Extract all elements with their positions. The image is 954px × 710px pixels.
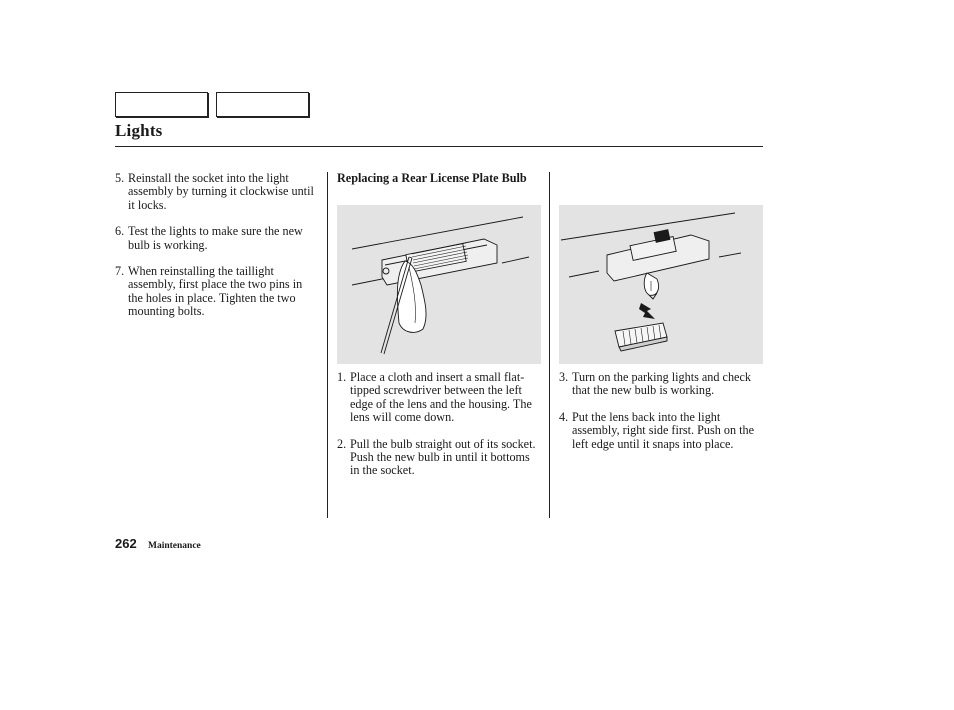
- step-item: [337, 438, 542, 478]
- step-text: Test the lights to make sure the new bulb is working.: [128, 224, 303, 252]
- left-column-steps: [115, 172, 315, 332]
- step-text: Pull the bulb straight out of its socket. Push the new bulb in until it bottoms in the socket.: [350, 436, 536, 478]
- middle-column-steps: [337, 371, 542, 491]
- bulb-and-lens-replacement-illustration-icon: [559, 205, 763, 364]
- step-item: [115, 172, 315, 212]
- section-heading: Replacing a Rear License Plate Bulb: [337, 171, 527, 185]
- right-column-steps: [559, 371, 764, 464]
- step-text: When reinstalling the taillight assembly, first place the two pins in the holes in place. Tighten the two mounting bolts.: [128, 264, 303, 319]
- footer-section-name: Maintenance: [148, 541, 201, 551]
- lens-removal-figure: [337, 205, 541, 364]
- step-number: 5.: [115, 171, 125, 185]
- step-number: 7.: [115, 264, 125, 279]
- step-text: Place a cloth and insert a small flat-tipped screwdriver between the left edge of the lens and the housing. The lens will come down.: [350, 370, 532, 425]
- page-number: 262: [115, 536, 137, 551]
- step-item: [559, 371, 764, 398]
- column-divider-1: [327, 172, 328, 518]
- step-item: [337, 371, 542, 425]
- step-number: 2.: [337, 436, 347, 451]
- column-divider-2: [549, 172, 550, 518]
- step-text: Turn on the parking lights and check that the new bulb is working.: [572, 370, 751, 398]
- page-title: Lights: [115, 121, 163, 140]
- step-text: Put the lens back into the light assembly, right side first. Push on the left edge until it snaps into place.: [572, 409, 755, 451]
- step-item: [115, 225, 315, 252]
- screwdriver-and-cloth-removing-lens-illustration-icon: [337, 205, 541, 364]
- title-divider: [115, 146, 763, 147]
- header-tab-box-1: [115, 92, 208, 117]
- header-tab-box-2: [216, 92, 309, 117]
- step-item: [559, 411, 764, 451]
- step-item: [115, 265, 315, 319]
- step-number: 3.: [559, 370, 569, 384]
- step-text: Reinstall the socket into the light assembly by turning it clockwise until it locks.: [128, 171, 314, 212]
- step-number: 6.: [115, 224, 125, 239]
- step-number: 1.: [337, 370, 347, 384]
- bulb-replacement-figure: [559, 205, 763, 364]
- step-number: 4.: [559, 409, 569, 424]
